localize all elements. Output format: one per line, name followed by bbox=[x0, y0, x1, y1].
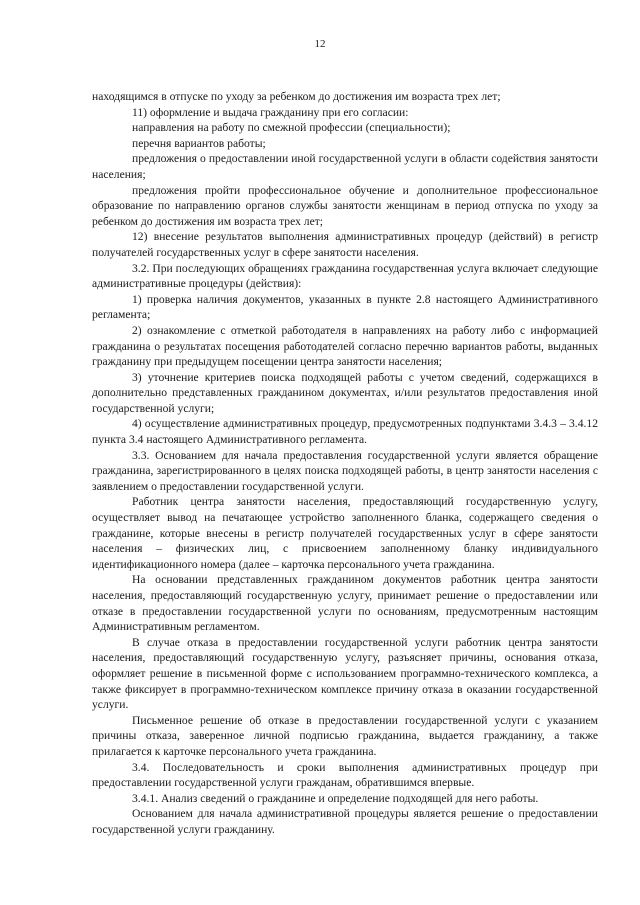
paragraph: 3.2. При последующих обращениях гражданина государственная услуга включает следующие административные процедуры (действия): bbox=[92, 261, 598, 291]
paragraph: 3.4. Последовательность и сроки выполнения административных процедур при предоставлении государственной услуги гражданам, обратившимся впервые. bbox=[92, 760, 598, 790]
paragraph: перечня вариантов работы; bbox=[132, 136, 266, 150]
paragraph: предложения о предоставлении иной государственной услуги в области содействия занятости населения; bbox=[92, 152, 598, 181]
paragraph: 1) проверка наличия документов, указанных в пункте 2.8 настоящего Административного регламента; bbox=[92, 292, 598, 322]
paragraph: Письменное решение об отказе в предоставлении государственной услуги с указанием причины отказа, заверенное личной подписью гражданина, выдается гражданину, а также прилагается к карточке персонального учета гражданина. bbox=[92, 713, 598, 758]
paragraph: 11) оформление и выдача гражданину при его согласии: bbox=[132, 105, 409, 119]
page-number: 12 bbox=[314, 38, 326, 50]
paragraph: 3.4.1. Анализ сведений о гражданине и определение подходящей для него работы. bbox=[132, 791, 539, 805]
paragraph: В случае отказа в предоставлении государственной услуги работник центра занятости населения, предоставляющий государственную услугу, разъясняет причины, основания отказа, оформляет решение в письменной форме с использованием программно-технического комплекса, а также фиксирует в программно-техническом комплексе причину отказа в оказании государственной услуги. bbox=[92, 635, 598, 712]
paragraph: На основании представленных гражданином документов работник центра занятости населения, предоставляющий государственную услугу, принимает решение о предоставлении или отказе в предоставлении государственной услуги по основаниям, предусмотренным настоящим Административным регламентом. bbox=[92, 573, 598, 634]
paragraph: предложения пройти профессиональное обучение и дополнительное профессиональное образование по направлению органов службы занятости женщинам в период отпуска по уходу за ребенком до достижения им возраста трех лет; bbox=[92, 183, 598, 228]
paragraph: 3.3. Основанием для начала предоставления государственной услуги является обращение гражданина, зарегистрированного в целях поиска подходящей работы, в центр занятости населения с заявлением о предоставлении государственной услуги. bbox=[92, 448, 598, 493]
paragraph: находящимся в отпуске по уходу за ребенком до достижения им возраста трех лет; bbox=[92, 90, 501, 103]
paragraph: 12) внесение результатов выполнения административных процедур (действий) в регистр получателей государственных услуг в сфере занятости населения. bbox=[92, 230, 598, 259]
paragraph: Основанием для начала административной процедуры является решение о предоставлении государственной услуги гражданину. bbox=[92, 807, 598, 836]
paragraph: 2) ознакомление с отметкой работодателя в направлениях на работу либо с информацией гражданина о результатах посещения работодателей согласно перечню вариантов работы, выданных гражданину при предыдущем посещении центра занятости населения; bbox=[92, 323, 598, 369]
paragraph: Работник центра занятости населения, предоставляющий государственную услугу, осуществляет вывод на печатающее устройство заполненного бланка, содержащего сведения о гражданине, которые внесены в регистр получателей государственных услуг в сфере занятости населения – физических лиц, с присвоением заполненному бланку индивидуального идентификационного номера (далее – карточка персонального учета гражданина. bbox=[92, 495, 598, 571]
document-body bbox=[92, 89, 598, 838]
paragraph: направления на работу по смежной профессии (специальности); bbox=[132, 121, 451, 135]
paragraph: 4) осуществление административных процедур, предусмотренных подпунктами 3.4.3 – 3.4.12 пункта 3.4 настоящего Административного регламента. bbox=[92, 417, 598, 447]
paragraph: 3) уточнение критериев поиска подходящей работы с учетом сведений, содержащихся в дополнительно представленных гражданином документах, и/или результатов предоставления иной государственной услуги; bbox=[92, 370, 598, 415]
